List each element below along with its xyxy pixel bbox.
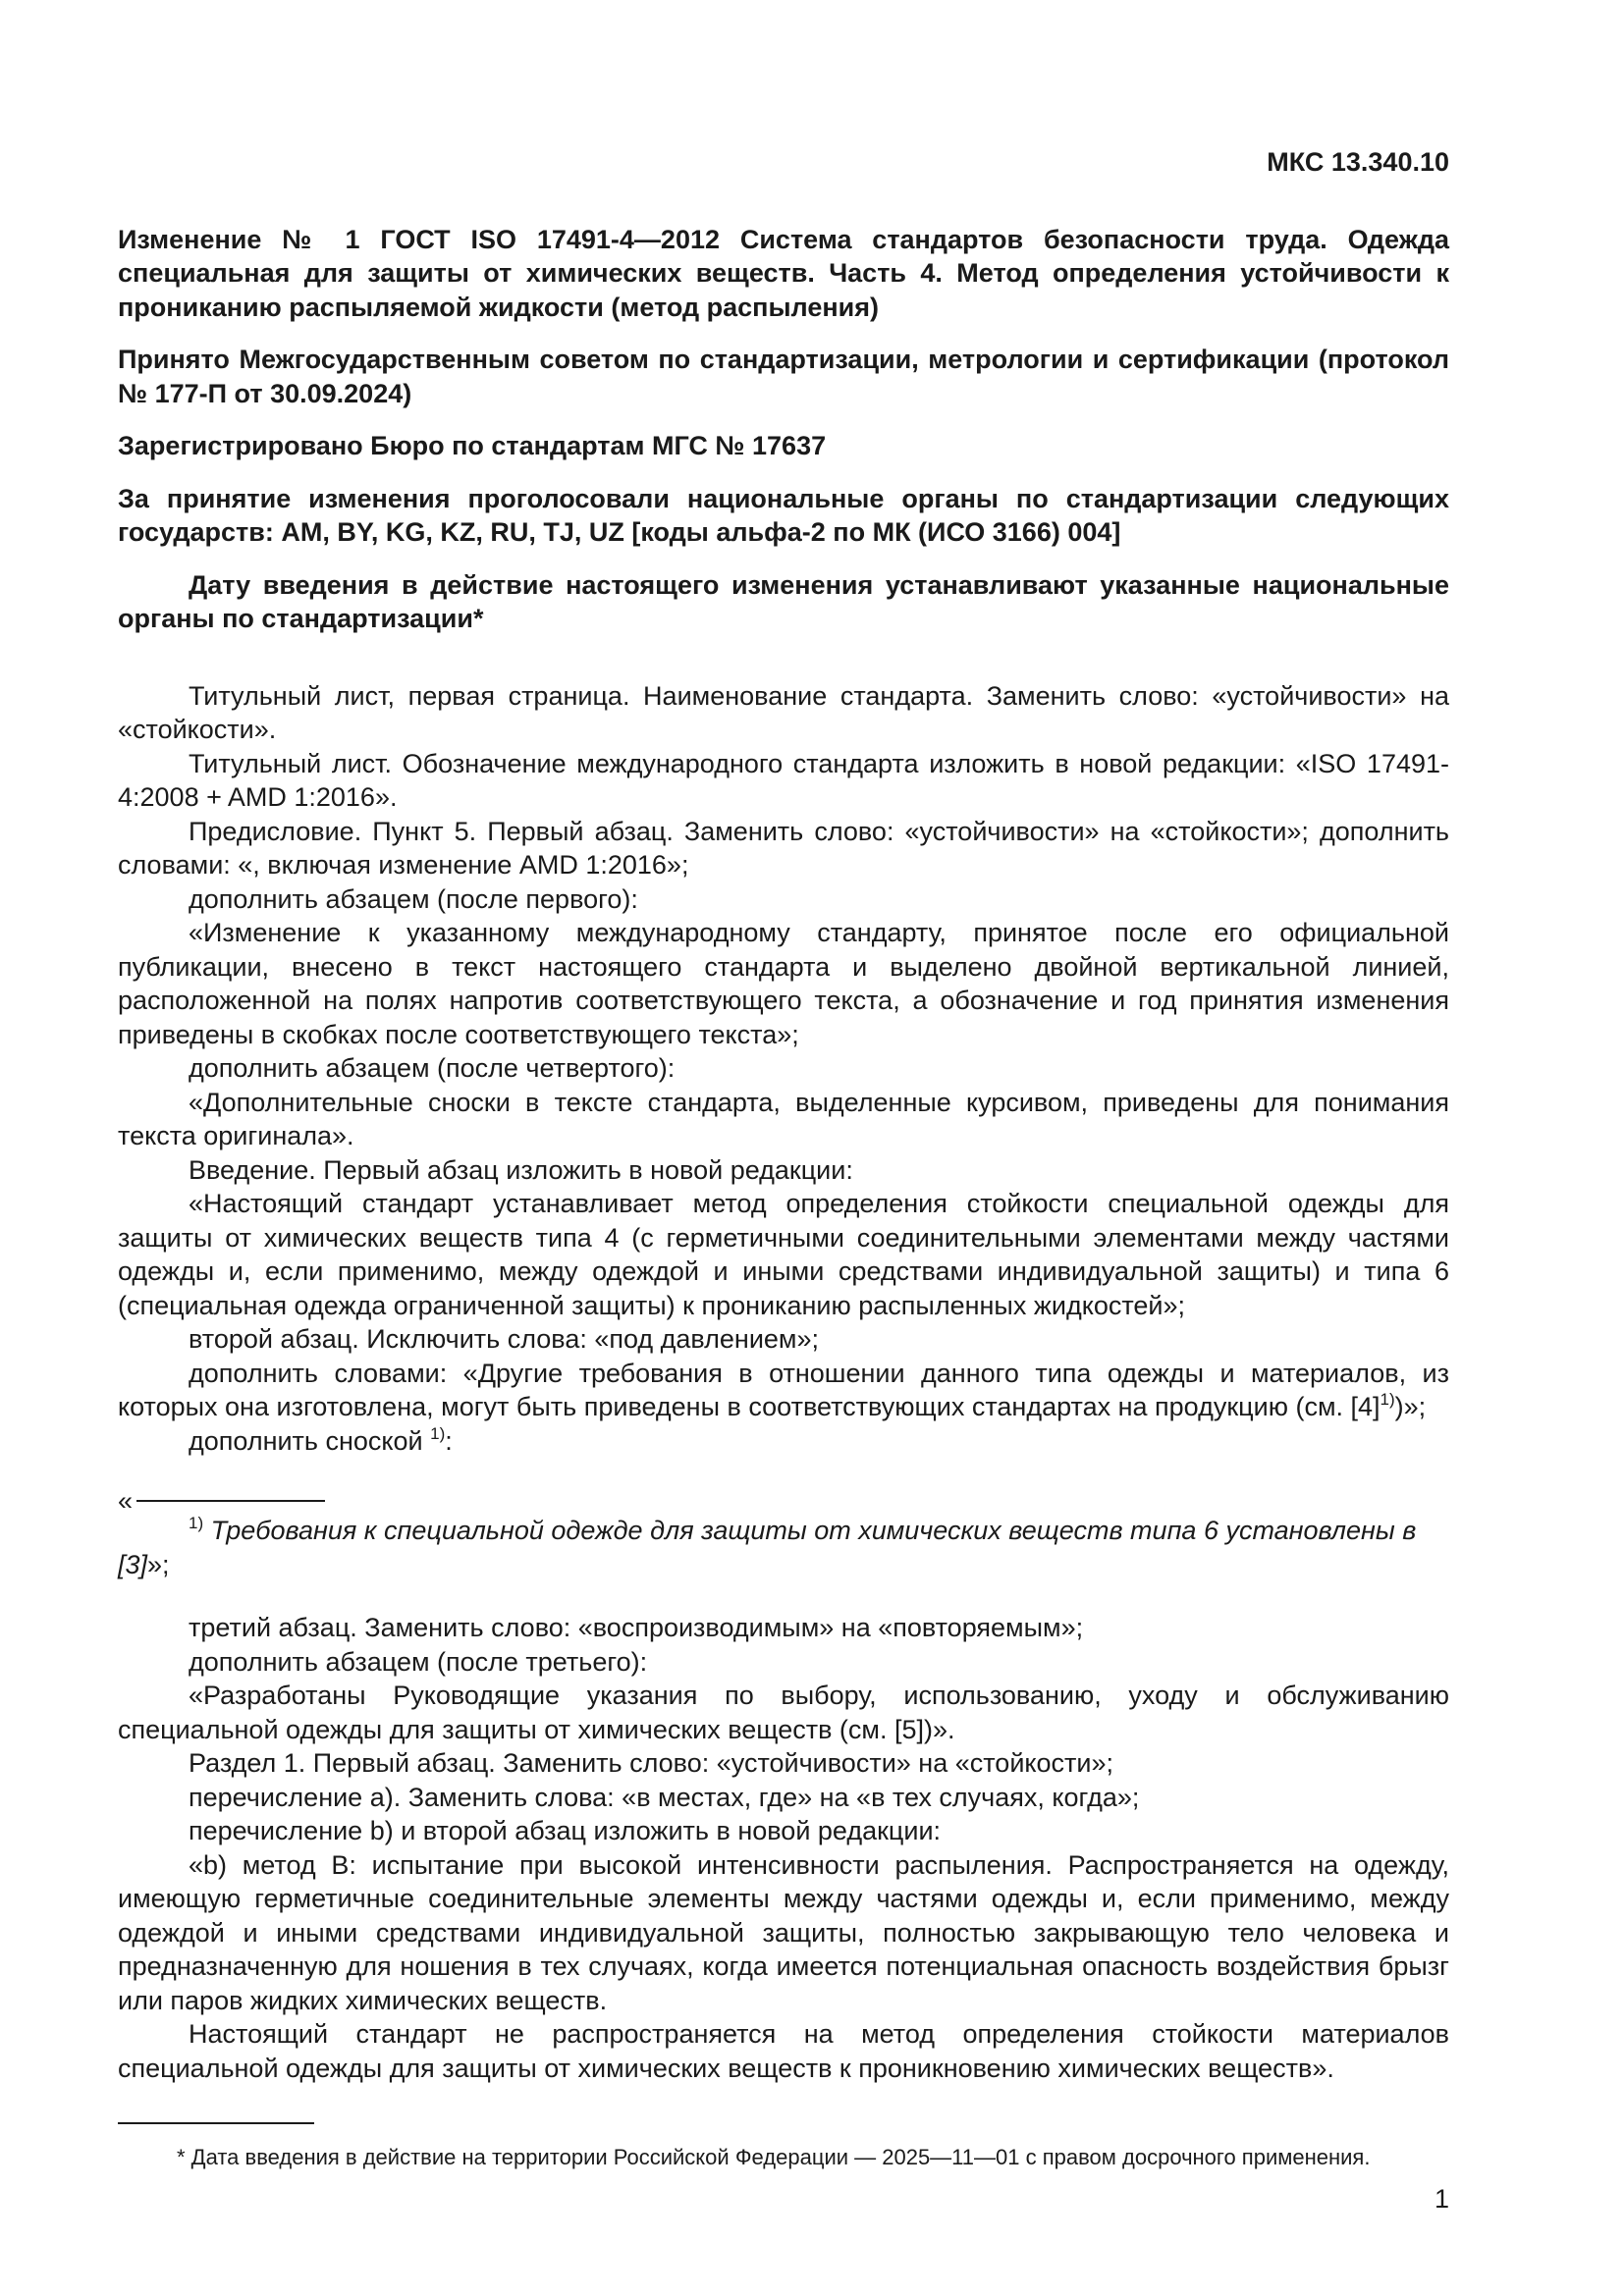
effective-date-statement: Дату введения в действие настоящего изменения устанавливают указанные национальные органы по стандартизации*	[118, 569, 1449, 633]
footnote-separator	[118, 2122, 314, 2124]
body-paragraph: Введение. Первый абзац изложить в новой редакции:	[189, 1154, 853, 1185]
body-paragraph: «Изменение к указанному международному стандарту, принятое после его официальной публикации, внесено в текст настоящего стандарта и выделено двойной вертикальной линией, расположенной на полях напротив соответствующего текста, а обозначение и год принятия изменения приведены в скобках после соответствующего текста»;	[118, 918, 1449, 1049]
body-paragraph: Титульный лист, первая страница. Наименование стандарта. Заменить слово: «устойчивости» на «стойкости».	[118, 680, 1449, 744]
body-paragraph: «b) метод В: испытание при высокой интенсивности распыления. Распространяется на одежду, имеющую герметичные соединительные элементы между частями одежды и, если применимо, между одеждой и иными средствами индивидуальной защиты, полностью закрывающую тело человека и предназначенную для ношения в тех случаях, когда имеется потенциальная опасность воздействия брызг или паров жидких химических веществ.	[118, 1849, 1449, 2015]
body-paragraph: третий абзац. Заменить слово: «воспроизводимым» на «повторяемым»;	[189, 1613, 1084, 1642]
footnote-rule-line	[118, 1485, 1449, 1516]
body-paragraph: «Настоящий стандарт устанавливает метод определения стойкости специальной одежды для защиты от химических веществ типа 4 (с герметичными соединительными элементами между частями одежды и, если применимо, между одеждой и иными средствами индивидуальной защиты) и типа 6 (специальная одежда ограниченной защиты) к прониканию распыленных жидкостей»;	[118, 1189, 1449, 1320]
standard-code: МКС 13.340.10	[1267, 147, 1449, 177]
body-paragraph: дополнить абзацем (после первого):	[189, 883, 638, 914]
body-paragraph: «Дополнительные сноски в тексте стандарта, выделенные курсивом, приведены для понимания текста оригинала».	[118, 1087, 1449, 1150]
body-paragraph: Настоящий стандарт не распространяется на метод определения стойкости материалов специальной одежды для защиты от химических веществ к проникновению химических веществ».	[118, 2019, 1449, 2083]
amendment-title: Изменение № 1 ГОСТ ISO 17491-4—2012 Система стандартов безопасности труда. Одежда специальная для защиты от химических веществ. Часть 4. Метод определения устойчивости к прониканию распыляемой жидкости (метод распыления)	[118, 224, 1449, 322]
paragraph-text: дополнить словами: «Другие требования в отношении данного типа одежды и материалов, из которых она изготовлена, могут быть приведены в соответствующих стандартах на продукцию (см. [4]	[118, 1358, 1449, 1421]
page-footnote: * Дата введения в действие на территории Российской Федерации — 2025—11—01 с правом досрочного применения.	[177, 2145, 1371, 2169]
footnote-text	[118, 1514, 1449, 1581]
body-paragraph: Раздел 1. Первый абзац. Заменить слово: «устойчивости» на «стойкости»;	[189, 1748, 1113, 1778]
body-paragraph: «Разработаны Руководящие указания по выбору, использованию, уходу и обслуживанию специальной одежды для защиты от химических веществ (см. [5])».	[118, 1681, 1449, 1744]
paragraph-text-end: )»;	[1394, 1392, 1427, 1421]
voted-statement: За принятие изменения проголосовали национальные органы по стандартизации следующих государств: AM, BY, KG, KZ, RU, TJ, UZ [коды альфа-2 по МК (ИСО 3166) 004]	[118, 483, 1449, 547]
paragraph-text-end: :	[445, 1425, 453, 1456]
page-content	[118, 145, 1449, 2172]
body-paragraph: Титульный лист. Обозначение международного стандарта изложить в новой редакции: «ISO 17491-4:2008 + AMD 1:2016».	[118, 748, 1449, 812]
adopted-statement: Принято Межгосударственным советом по стандартизации, метрологии и сертификации (протокол № 177-П от 30.09.2024)	[118, 345, 1449, 408]
body-paragraph: дополнить абзацем (после четвертого):	[189, 1053, 676, 1083]
body-paragraph: дополнить абзацем (после третьего):	[189, 1646, 648, 1677]
body-paragraph	[118, 1357, 1449, 1424]
body-paragraph	[118, 1424, 1449, 1459]
footnote-body: Требования к специальной одежде для защиты от химических веществ типа 6 установлены в [3]	[118, 1516, 1417, 1579]
body-paragraph: второй абзац. Исключить слова: «под давлением»;	[189, 1324, 820, 1354]
footnote-ref: 1)	[430, 1423, 446, 1443]
footnote-rule	[136, 1500, 325, 1502]
body-paragraph: перечисление а). Заменить слова: «в местах, где» на «в тех случаях, когда»;	[189, 1782, 1140, 1812]
body-paragraph: перечисление b) и второй абзац изложить в новой редакции:	[189, 1816, 942, 1845]
opening-quote: «	[118, 1485, 134, 1516]
body-paragraph: Предисловие. Пункт 5. Первый абзац. Заменить слово: «устойчивости» на «стойкости»; дополнить словами: «, включая изменение AMD 1:2016»;	[118, 816, 1449, 880]
inserted-footnote	[118, 1485, 1449, 1581]
page-number: 1	[1434, 2184, 1449, 2214]
registered-statement: Зарегистрировано Бюро по стандартам МГС № 17637	[118, 431, 827, 460]
footnote-ref: 1)	[1380, 1390, 1395, 1409]
paragraph-text: дополнить сноской	[189, 1425, 431, 1456]
footnote-number: 1)	[189, 1514, 204, 1532]
closing-quote: »;	[147, 1549, 170, 1579]
